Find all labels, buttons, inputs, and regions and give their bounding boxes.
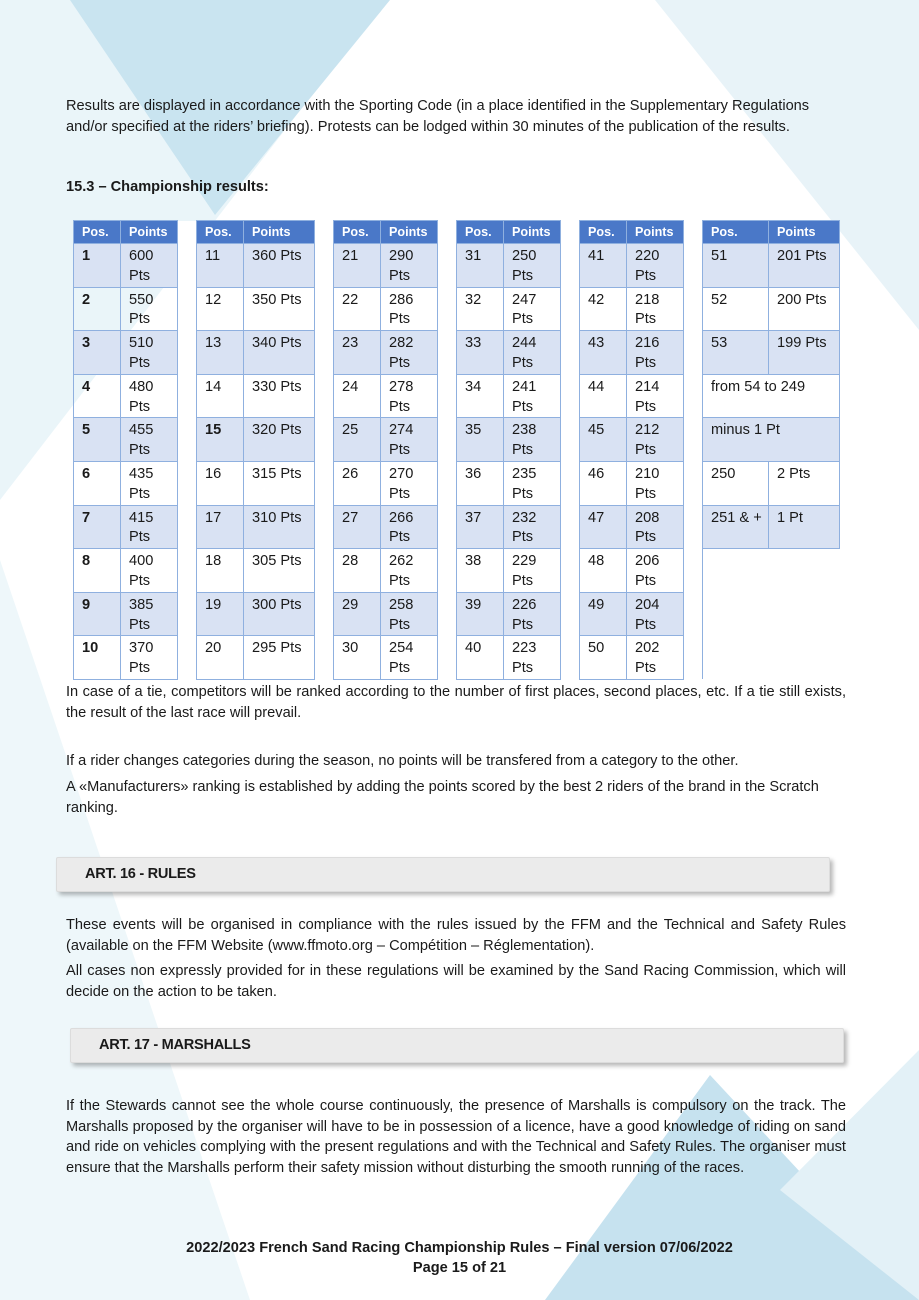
position-cell: 26 — [334, 461, 381, 505]
table-header-row — [74, 221, 840, 244]
position-cell: 5 — [74, 418, 121, 462]
points-cell: 415 Pts — [121, 505, 178, 549]
position-cell: 35 — [457, 418, 504, 462]
position-cell: 10 — [74, 636, 121, 680]
points-cell: 330 Pts — [244, 374, 315, 418]
position-cell: 19 — [197, 592, 244, 636]
position-cell: 3 — [74, 331, 121, 375]
points-cell: 1 Pt — [769, 505, 840, 549]
points-cell: 244 Pts — [504, 331, 561, 375]
position-cell: 9 — [74, 592, 121, 636]
position-cell: 8 — [74, 549, 121, 593]
position-cell: 21 — [334, 244, 381, 288]
position-cell: 53 — [703, 331, 769, 375]
points-cell: 305 Pts — [244, 549, 315, 593]
header-pos: Pos. — [74, 221, 121, 244]
points-cell: 254 Pts — [381, 636, 438, 680]
points-cell: 400 Pts — [121, 549, 178, 593]
position-cell: 31 — [457, 244, 504, 288]
position-cell: 11 — [197, 244, 244, 288]
position-cell: 47 — [580, 505, 627, 549]
position-cell: 4 — [74, 374, 121, 418]
header-pos: Pos. — [334, 221, 381, 244]
position-cell: 48 — [580, 549, 627, 593]
position-cell: 32 — [457, 287, 504, 331]
points-cell: 340 Pts — [244, 331, 315, 375]
position-cell: 42 — [580, 287, 627, 331]
position-cell: 46 — [580, 461, 627, 505]
points-cell: 282 Pts — [381, 331, 438, 375]
header-pos: Pos. — [703, 221, 769, 244]
table-row — [74, 374, 840, 418]
header-points: Points — [627, 221, 684, 244]
points-cell: 204 Pts — [627, 592, 684, 636]
points-cell: 300 Pts — [244, 592, 315, 636]
points-cell: 350 Pts — [244, 287, 315, 331]
position-cell: 43 — [580, 331, 627, 375]
position-cell: 37 — [457, 505, 504, 549]
points-cell: 216 Pts — [627, 331, 684, 375]
footer-title: 2022/2023 French Sand Racing Championship Rules – Final version 07/06/2022 — [186, 1240, 733, 1256]
position-cell: 2 — [74, 287, 121, 331]
position-cell: 36 — [457, 461, 504, 505]
header-points: Points — [381, 221, 438, 244]
position-cell: 23 — [334, 331, 381, 375]
position-cell: 49 — [580, 592, 627, 636]
position-cell: 28 — [334, 549, 381, 593]
tie-paragraph: In case of a tie, competitors will be ranked according to the number of first places, second places, etc. If a tie still exists, the result of the last race will prevail. — [66, 684, 846, 721]
footer-page-number: Page 15 of 21 — [412, 1260, 507, 1276]
points-cell: 250 Pts — [504, 244, 561, 288]
position-cell: 20 — [197, 636, 244, 680]
table-row — [74, 636, 840, 680]
section-heading: 15.3 – Championship results: — [66, 179, 269, 195]
points-cell: 235 Pts — [504, 461, 561, 505]
points-note-cell: minus 1 Pt — [703, 418, 840, 462]
position-cell: 7 — [74, 505, 121, 549]
points-cell: 435 Pts — [121, 461, 178, 505]
position-cell: 250 — [703, 461, 769, 505]
position-cell: 38 — [457, 549, 504, 593]
art17-heading-bar — [70, 1028, 844, 1063]
points-cell: 360 Pts — [244, 244, 315, 288]
points-cell: 600 Pts — [121, 244, 178, 288]
header-pos: Pos. — [197, 221, 244, 244]
table-row — [74, 287, 840, 331]
points-cell: 262 Pts — [381, 549, 438, 593]
position-cell: 41 — [580, 244, 627, 288]
position-cell: 44 — [580, 374, 627, 418]
points-cell: 455 Pts — [121, 418, 178, 462]
table-row — [74, 461, 840, 505]
points-cell: 258 Pts — [381, 592, 438, 636]
points-cell: 212 Pts — [627, 418, 684, 462]
points-cell: 206 Pts — [627, 549, 684, 593]
position-cell: 17 — [197, 505, 244, 549]
header-points: Points — [244, 221, 315, 244]
table-row — [74, 418, 840, 462]
position-cell: 25 — [334, 418, 381, 462]
position-cell: 30 — [334, 636, 381, 680]
points-cell: 370 Pts — [121, 636, 178, 680]
position-cell: 52 — [703, 287, 769, 331]
empty-cell — [703, 636, 840, 680]
empty-cell — [703, 592, 840, 636]
points-cell: 214 Pts — [627, 374, 684, 418]
art16-title: ART. 16 - RULES — [85, 866, 196, 882]
header-points: Points — [121, 221, 178, 244]
position-cell: 14 — [197, 374, 244, 418]
position-cell: 50 — [580, 636, 627, 680]
points-cell: 220 Pts — [627, 244, 684, 288]
points-note-cell: from 54 to 249 — [703, 374, 840, 418]
points-cell: 200 Pts — [769, 287, 840, 331]
points-cell: 315 Pts — [244, 461, 315, 505]
points-cell: 208 Pts — [627, 505, 684, 549]
points-cell: 232 Pts — [504, 505, 561, 549]
header-points: Points — [769, 221, 840, 244]
header-points: Points — [504, 221, 561, 244]
points-cell: 274 Pts — [381, 418, 438, 462]
art16-heading-bar — [56, 857, 830, 892]
points-cell: 199 Pts — [769, 331, 840, 375]
points-cell: 2 Pts — [769, 461, 840, 505]
points-cell: 210 Pts — [627, 461, 684, 505]
table-row — [74, 244, 840, 288]
points-cell: 201 Pts — [769, 244, 840, 288]
points-table — [73, 220, 840, 680]
empty-cell — [703, 549, 840, 593]
position-cell: 29 — [334, 592, 381, 636]
points-cell: 270 Pts — [381, 461, 438, 505]
points-cell: 550 Pts — [121, 287, 178, 331]
points-cell: 229 Pts — [504, 549, 561, 593]
position-cell: 18 — [197, 549, 244, 593]
position-cell: 27 — [334, 505, 381, 549]
table-row — [74, 331, 840, 375]
points-cell: 510 Pts — [121, 331, 178, 375]
points-cell: 241 Pts — [504, 374, 561, 418]
intro-paragraph: Results are displayed in accordance with the Sporting Code (in a place identified in the Supplementary Regulations and/or specified at the riders’ briefing). Protests can be lodged within 30 minutes of the publication of the results. — [66, 98, 810, 135]
position-cell: 40 — [457, 636, 504, 680]
art16-paragraph-2: All cases non expressly provided for in these regulations will be examined by the Sand Racing Commission, which will decide on the action to be taken. — [66, 963, 846, 1000]
position-cell: 13 — [197, 331, 244, 375]
points-cell: 295 Pts — [244, 636, 315, 680]
table-row — [74, 592, 840, 636]
position-cell: 6 — [74, 461, 121, 505]
points-cell: 223 Pts — [504, 636, 561, 680]
position-cell: 15 — [197, 418, 244, 462]
points-cell: 278 Pts — [381, 374, 438, 418]
header-pos: Pos. — [580, 221, 627, 244]
points-cell: 266 Pts — [381, 505, 438, 549]
position-cell: 251 & + — [703, 505, 769, 549]
points-cell: 247 Pts — [504, 287, 561, 331]
points-cell: 385 Pts — [121, 592, 178, 636]
position-cell: 16 — [197, 461, 244, 505]
position-cell: 24 — [334, 374, 381, 418]
category-paragraph: If a rider changes categories during the season, no points will be transfered from a category to the other. — [66, 753, 739, 769]
position-cell: 12 — [197, 287, 244, 331]
position-cell: 45 — [580, 418, 627, 462]
points-cell: 320 Pts — [244, 418, 315, 462]
position-cell: 1 — [74, 244, 121, 288]
art17-paragraph: If the Stewards cannot see the whole course continuously, the presence of Marshalls is compulsory on the track. The Marshalls proposed by the organiser will have to be in possession of a licence, have a good knowledge of riding on sand and ride on vehicles complying with the present regulations and with the Technical and Safety Rules. The organiser must ensure that the Marshalls perform their safety mission without disturbing the smooth running of the races. — [66, 1098, 846, 1176]
points-cell: 218 Pts — [627, 287, 684, 331]
header-pos: Pos. — [457, 221, 504, 244]
art16-paragraph-1: These events will be organised in compliance with the rules issued by the FFM and the Technical and Safety Rules (available on the FFM Website (www.ffmoto.org – Compétition – Réglementation). — [66, 917, 846, 954]
manufacturers-paragraph: A «Manufacturers» ranking is established by adding the points scored by the best 2 riders of the brand in the Scratch ranking. — [66, 779, 819, 816]
art17-title: ART. 17 - MARSHALLS — [99, 1037, 251, 1053]
points-cell: 480 Pts — [121, 374, 178, 418]
position-cell: 22 — [334, 287, 381, 331]
table-row — [74, 505, 840, 549]
points-cell: 286 Pts — [381, 287, 438, 331]
table-row — [74, 549, 840, 593]
points-cell: 310 Pts — [244, 505, 315, 549]
points-cell: 290 Pts — [381, 244, 438, 288]
position-cell: 34 — [457, 374, 504, 418]
points-cell: 238 Pts — [504, 418, 561, 462]
points-cell: 202 Pts — [627, 636, 684, 680]
points-cell: 226 Pts — [504, 592, 561, 636]
position-cell: 33 — [457, 331, 504, 375]
position-cell: 51 — [703, 244, 769, 288]
position-cell: 39 — [457, 592, 504, 636]
